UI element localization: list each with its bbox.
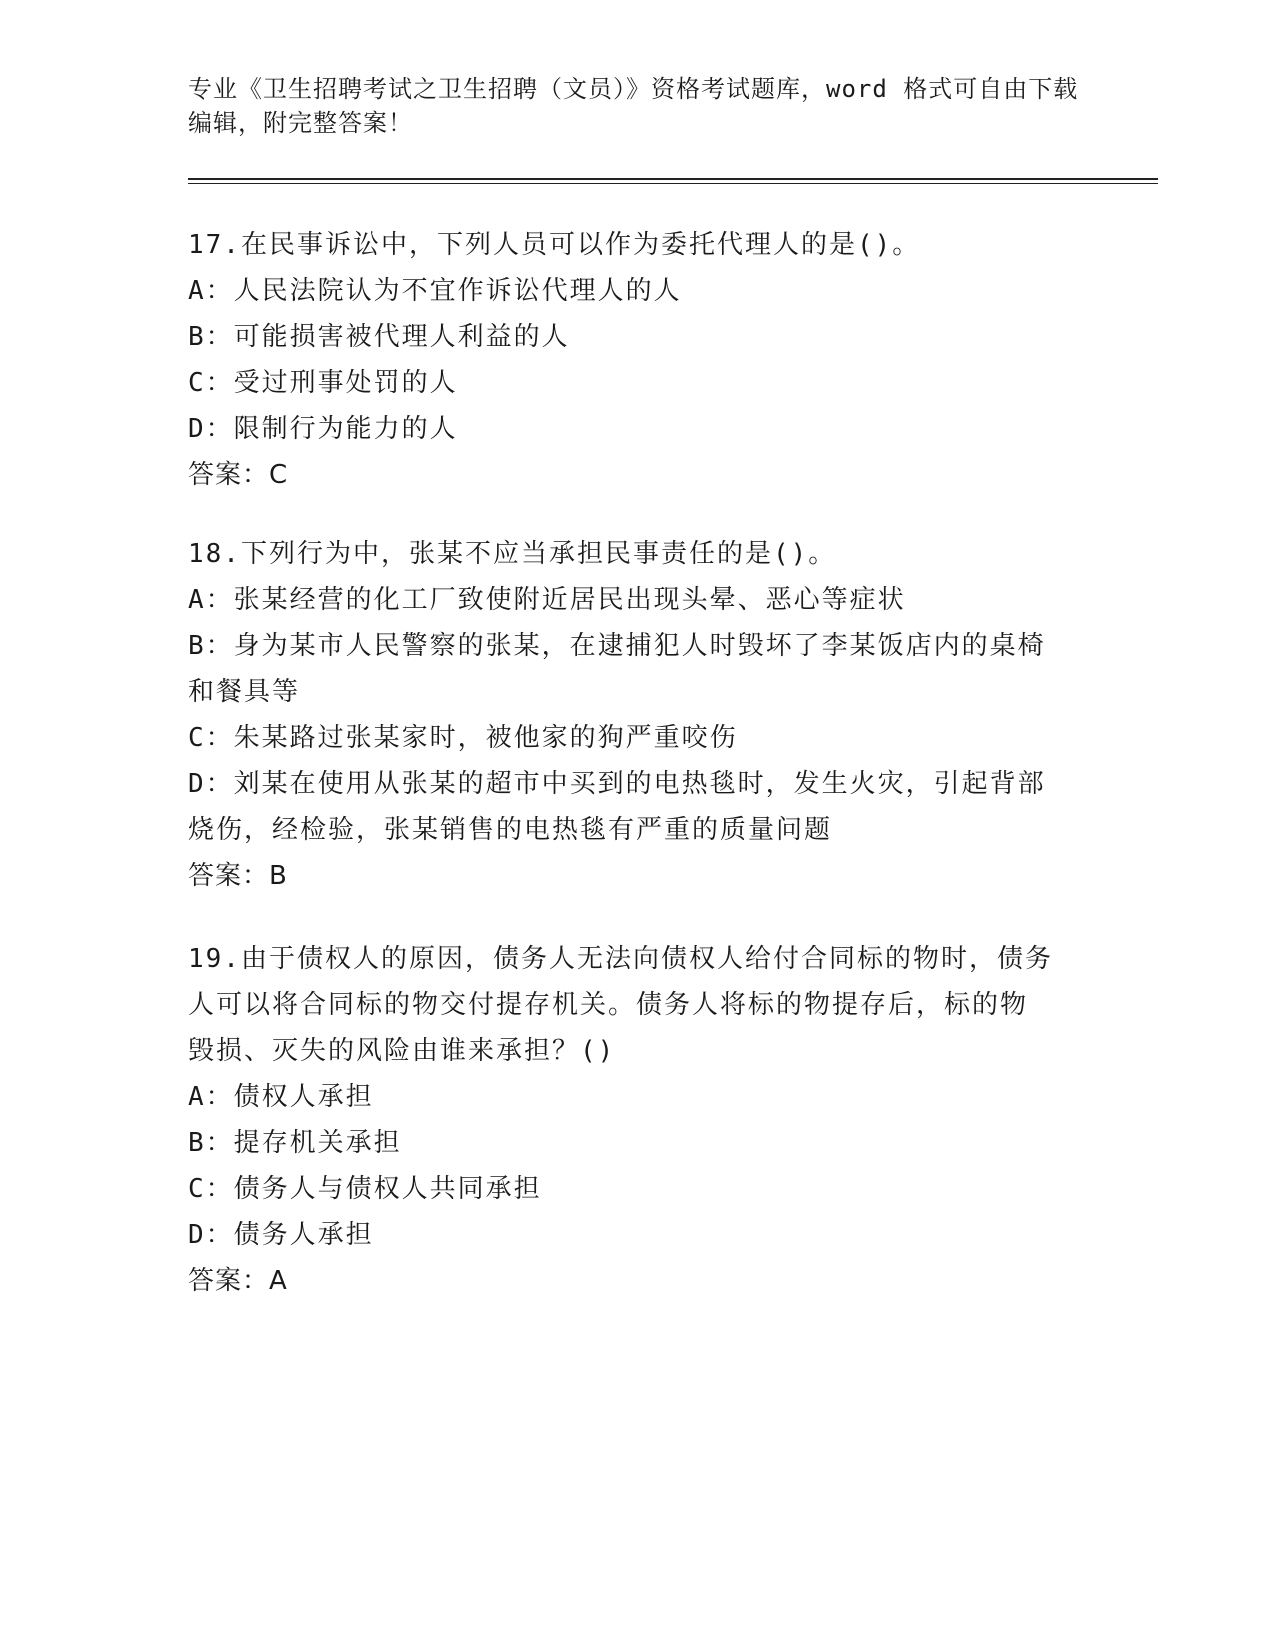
question-17 bbox=[188, 222, 1088, 498]
question-18 bbox=[188, 531, 1088, 899]
option-c: C：债务人与债权人共同承担 bbox=[188, 1174, 542, 1204]
header-line-2: 编辑，附完整答案！ bbox=[188, 109, 413, 137]
option-c: C：朱某路过张某家时，被他家的狗严重咬伤 bbox=[188, 723, 738, 753]
answer-line: 答案：C bbox=[188, 460, 289, 490]
option-b: B：可能损害被代理人利益的人 bbox=[188, 322, 570, 352]
question-19 bbox=[188, 936, 1088, 1304]
header-line-1: 专业《卫生招聘考试之卫生招聘（文员）》资格考试题库，word 格式可自由下载 bbox=[188, 75, 1079, 103]
option-a: A：人民法院认为不宜作诉讼代理人的人 bbox=[188, 276, 682, 306]
question-stem: 18.下列行为中，张某不应当承担民事责任的是()。 bbox=[188, 539, 837, 569]
question-stem: 19.由于债权人的原因，债务人无法向债权人给付合同标的物时，债务 bbox=[188, 944, 1053, 974]
answer-line: 答案：A bbox=[188, 1266, 288, 1296]
option-d-continued: 烧伤，经检验，张某销售的电热毯有严重的质量问题 bbox=[188, 815, 833, 845]
question-stem: 17.在民事诉讼中，下列人员可以作为委托代理人的是()。 bbox=[188, 230, 921, 260]
option-b: B：提存机关承担 bbox=[188, 1128, 402, 1158]
option-b: B：身为某市人民警察的张某，在逮捕犯人时毁坏了李某饭店内的桌椅 bbox=[188, 631, 1046, 661]
option-a: A：张某经营的化工厂致使附近居民出现头晕、恶心等症状 bbox=[188, 585, 906, 615]
question-stem-continued: 人可以将合同标的物交付提存机关。债务人将标的物提存后，标的物 bbox=[188, 990, 1029, 1020]
option-c: C：受过刑事处罚的人 bbox=[188, 368, 458, 398]
answer-line: 答案：B bbox=[188, 861, 288, 891]
question-stem-continued: 毁损、灭失的风险由谁来承担？() bbox=[188, 1036, 616, 1066]
option-d: D：刘某在使用从张某的超市中买到的电热毯时，发生火灾，引起背部 bbox=[188, 769, 1046, 799]
option-d: D：限制行为能力的人 bbox=[188, 414, 458, 444]
header-divider bbox=[188, 178, 1158, 184]
option-d: D：债务人承担 bbox=[188, 1220, 374, 1250]
option-b-continued: 和餐具等 bbox=[188, 677, 301, 707]
option-a: A：债权人承担 bbox=[188, 1082, 374, 1112]
document-header bbox=[188, 72, 1088, 140]
